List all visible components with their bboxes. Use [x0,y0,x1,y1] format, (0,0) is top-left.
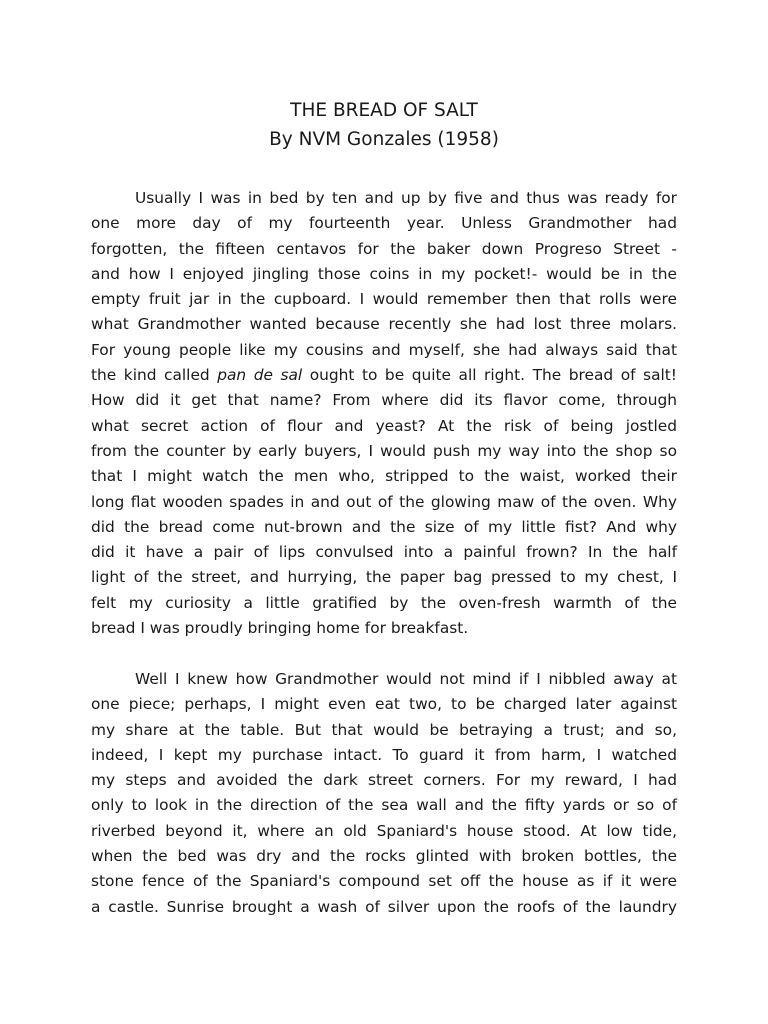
paragraph-1-line: How did it get that name? From where did its flavor come, through [91,391,677,410]
paragraph-1-line: that I might watch the men who, stripped to the waist, worked their [91,467,677,486]
document-byline: By NVM Gonzales (1958) [269,129,499,150]
paragraph-2-line: Well I knew how Grandmother would not mind if I nibbled away at [135,670,677,688]
paragraph-1-line: bread I was proudly bringing home for breakfast. [91,619,469,638]
paragraph-1-line: felt my curiosity a little gratified by the oven-fresh warmth of the [91,593,677,612]
italic-term: pan de sal [217,366,303,385]
paragraph-2-line: one piece; perhaps, I might even eat two, to be charged later against [91,695,677,714]
paragraph-1-line: what secret action of flour and yeast? At the risk of being jostled [91,416,677,435]
title-block [0,96,768,154]
paragraph-2-line: stone fence of the Spaniard's compound set off the house as if it were [91,872,677,891]
paragraph-1-line: did it have a pair of lips convulsed into a painful frown? In the half [91,543,677,562]
paragraph-1-line: forgotten, the fifteen centavos for the baker down Progreso Street - [91,239,677,258]
document-title: THE BREAD OF SALT [290,100,478,121]
paragraph-2-line: my share at the table. But that would be betraying a trust; and so, [91,720,677,739]
text-segment: ought to be quite all right. The bread of salt! [302,366,677,385]
paragraph-1-line: light of the street, and hurrying, the paper bag pressed to my chest, I [91,568,677,587]
paragraph-1-line: For young people like my cousins and myself, she had always said that [91,340,677,359]
paragraph-1-line: one more day of my fourteenth year. Unless Grandmother had [91,214,677,233]
paragraph-1-line: Usually I was in bed by ten and up by five and thus was ready for [135,189,677,207]
paragraph-2-line: when the bed was dry and the rocks glinted with broken bottles, the [91,847,677,866]
paragraph-1-line: from the counter by early buyers, I would push my way into the shop so [91,441,677,460]
paragraph-1-line: empty fruit jar in the cupboard. I would remember then that rolls were [91,290,677,309]
paragraph-2-line: indeed, I kept my purchase intact. To guard it from harm, I watched [91,745,677,764]
paragraph-1-line [91,363,677,388]
paragraph-2-line: my steps and avoided the dark street corners. For my reward, I had [91,771,677,790]
paragraph-1-line: long flat wooden spades in and out of the glowing maw of the oven. Why [91,492,677,511]
paragraph-1-line: did the bread come nut-brown and the size of my little fist? And why [91,517,677,536]
paragraph-1-line: and how I enjoyed jingling those coins in my pocket!- would be in the [91,264,677,283]
paragraph-2-line: riverbed beyond it, where an old Spaniard's house stood. At low tide, [91,821,677,840]
paragraph-1-line: what Grandmother wanted because recently she had lost three molars. [91,315,677,334]
text-segment: the kind called [91,366,218,385]
paragraph-1 [91,186,677,641]
paragraph-2-line: only to look in the direction of the sea wall and the fifty yards or so of [91,796,677,815]
paragraph-2-line: a castle. Sunrise brought a wash of silver upon the roofs of the laundry [91,897,677,916]
paragraph-2 [91,667,677,920]
